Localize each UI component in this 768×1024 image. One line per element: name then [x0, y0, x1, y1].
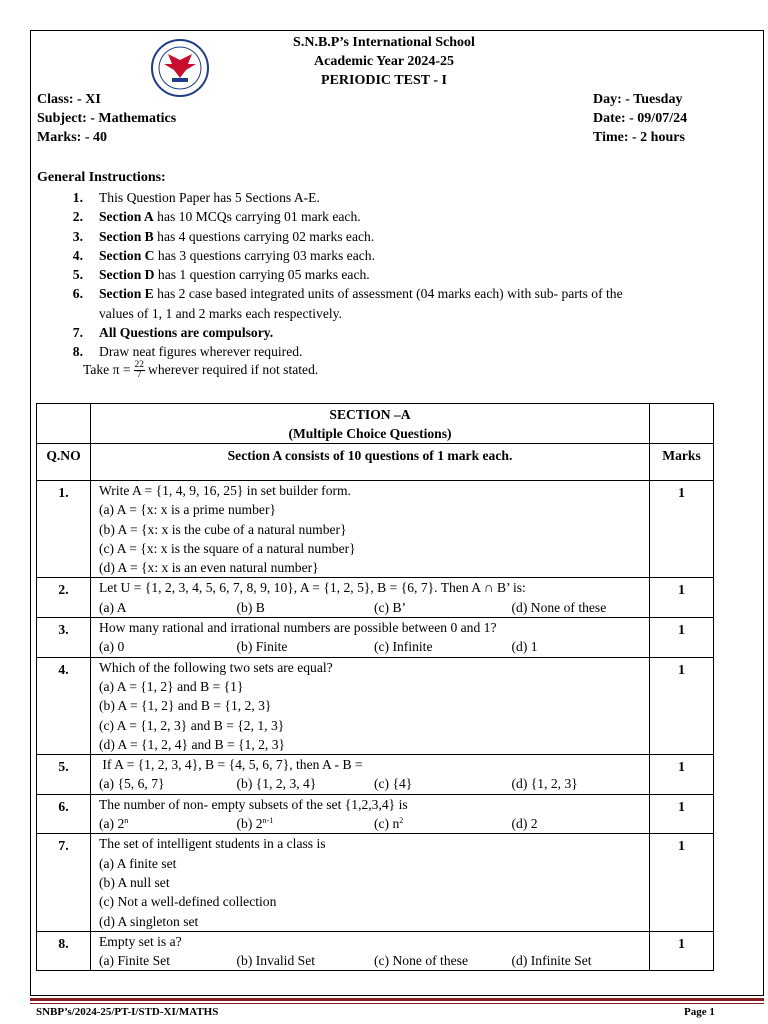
- option: (d) A = {x: x is an even natural number}: [99, 560, 319, 576]
- table-row: [37, 794, 714, 834]
- question-marks: 1: [650, 481, 714, 578]
- option: (b) Invalid Set: [236, 953, 316, 969]
- table-row: [37, 657, 714, 754]
- option: (b) A = {1, 2} and B = {1, 2, 3}: [99, 698, 272, 714]
- test-title: PERIODIC TEST - I: [321, 73, 447, 88]
- table-row: [37, 755, 714, 795]
- options-row: [99, 598, 649, 617]
- option: (d) 1: [511, 639, 538, 655]
- option: (d) Infinite Set: [511, 953, 592, 969]
- col-marks: Marks: [650, 444, 714, 481]
- question-marks: 1: [650, 834, 714, 931]
- question-text: Empty set is a?: [99, 933, 182, 949]
- pi-instruction: Take π = $\frac{22}{7}$ wherever required if not stated.: [83, 359, 319, 380]
- option: (c) $n^2$: [374, 816, 404, 832]
- question-text: The number of non- empty subsets of the set {1,2,3,4} is: [99, 796, 408, 812]
- question-marks: 1: [650, 657, 714, 754]
- page-number: Page 1: [684, 1006, 715, 1018]
- instruction-item: 1. This Question Paper has 5 Sections A-E.: [72, 190, 320, 205]
- col-desc: Section A consists of 10 questions of 1 mark each.: [91, 444, 650, 481]
- question-number: 5.: [37, 755, 91, 795]
- question-marks: 1: [650, 794, 714, 834]
- question-text: How many rational and irrational numbers are possible between 0 and 1?: [99, 620, 497, 636]
- section-title: SECTION –A: [329, 407, 411, 422]
- option: (a) A finite set: [99, 855, 177, 871]
- pi-fraction: $\frac{22}{7}$: [134, 359, 145, 380]
- subject-label: Subject: - Mathematics: [37, 111, 177, 126]
- option: (b) Finite: [236, 639, 288, 655]
- instruction-item: 4. Section C has 3 questions carrying 03 marks each.: [72, 247, 375, 263]
- question-text: Let U = {1, 2, 3, 4, 5, 6, 7, 8, 9, 10}, A = {1, 2, 5}, B = {6, 7}. Then A ∩ B’ is:: [99, 580, 526, 596]
- options-row: [99, 814, 649, 833]
- day-label: Day: - Tuesday: [593, 92, 683, 107]
- option: (c) A = {1, 2, 3} and B = {2, 1, 3}: [99, 717, 285, 733]
- instructions-title: General Instructions:: [37, 170, 166, 185]
- footer-rule-thin: [30, 1003, 764, 1004]
- question-marks: 1: [650, 755, 714, 795]
- option: (d) A singleton set: [99, 913, 199, 929]
- instruction-item: 3. Section B has 4 questions carrying 02 marks each.: [72, 228, 375, 244]
- table-row: [37, 931, 714, 971]
- option: (d) None of these: [511, 599, 607, 615]
- question-number: 3.: [37, 618, 91, 658]
- question-marks: 1: [650, 618, 714, 658]
- instruction-item: 8. Draw neat figures wherever required.: [72, 344, 303, 360]
- question-number: 8.: [37, 931, 91, 971]
- instructions-list: [50, 188, 700, 362]
- question-number: 7.: [37, 834, 91, 931]
- option: (d) {1, 2, 3}: [511, 776, 578, 792]
- section-subtitle: (Multiple Choice Questions): [288, 426, 452, 441]
- options-row: [99, 774, 649, 793]
- option: (a) 0: [99, 639, 125, 655]
- school-name: S.N.B.P’s International School: [293, 35, 475, 50]
- option: (c) B’: [374, 599, 407, 615]
- options-row: [99, 637, 649, 656]
- instruction-item: 5. Section D has 1 question carrying 05 marks each.: [72, 267, 370, 283]
- instruction-item: values of 1, 1 and 2 marks each respectively.: [99, 305, 342, 321]
- question-number: 2.: [37, 578, 91, 618]
- academic-year: Academic Year 2024-25: [314, 54, 454, 69]
- option: (a) 2$^n$: [99, 816, 129, 832]
- table-header-row: [37, 444, 714, 481]
- question-number: 1.: [37, 481, 91, 578]
- option: (c) Infinite: [374, 639, 433, 655]
- option: (c) {4}: [374, 776, 413, 792]
- option: (a) A: [99, 599, 127, 615]
- instruction-item: 7. All Questions are compulsory.: [72, 325, 274, 341]
- table-row: [37, 834, 714, 931]
- col-qno: Q.NO: [37, 444, 91, 481]
- option: (d) A = {1, 2, 4} and B = {1, 2, 3}: [99, 736, 286, 752]
- question-text: If A = {1, 2, 3, 4}, B = {4, 5, 6, 7}, then A - B =: [99, 757, 363, 773]
- option: (d) 2: [511, 816, 538, 832]
- option: (c) A = {x: x is the square of a natural number}: [99, 540, 356, 556]
- question-number: 6.: [37, 794, 91, 834]
- question-marks: 1: [650, 931, 714, 971]
- question-text: Write A = {1, 4, 9, 16, 25} in set builder form.: [99, 483, 351, 498]
- option: (a) Finite Set: [99, 953, 170, 969]
- option: (b) 2$^{n-1}$: [236, 816, 274, 832]
- class-label: Class: - XI: [37, 92, 101, 107]
- section-a-table: [36, 403, 714, 971]
- instruction-item: 2. Section A has 10 MCQs carrying 01 mark each.: [72, 209, 361, 225]
- instruction-item: 6. Section E has 2 case based integrated units of assessment (04 marks each) with sub- parts of the: [72, 286, 623, 302]
- option: (b) {1, 2, 3, 4}: [236, 776, 317, 792]
- option: (b) B: [236, 599, 265, 615]
- table-row: [37, 618, 714, 658]
- question-number: 4.: [37, 657, 91, 754]
- question-text: The set of intelligent students in a class is: [99, 836, 326, 852]
- table-row: [37, 578, 714, 618]
- option: (a) A = {1, 2} and B = {1}: [99, 678, 244, 694]
- question-text: Which of the following two sets are equal?: [99, 659, 333, 675]
- option: (c) None of these: [374, 953, 468, 969]
- question-marks: 1: [650, 578, 714, 618]
- option: (a) {5, 6, 7}: [99, 776, 165, 792]
- section-title-row: [37, 404, 714, 444]
- date-label: Date: - 09/07/24: [593, 111, 688, 126]
- option: (c) Not a well-defined collection: [99, 894, 277, 910]
- marks-label: Marks: - 40: [37, 130, 107, 145]
- option: (b) A = {x: x is the cube of a natural number}: [99, 521, 347, 537]
- option: (b) A null set: [99, 874, 170, 890]
- option: (a) A = {x: x is a prime number}: [99, 502, 277, 518]
- footer-rule: [30, 998, 764, 1001]
- table-row: [37, 481, 714, 578]
- time-label: Time: - 2 hours: [593, 130, 685, 145]
- options-row: [99, 951, 649, 970]
- footer-code: SNBP’s/2024-25/PT-I/STD-XI/MATHS: [36, 1006, 219, 1018]
